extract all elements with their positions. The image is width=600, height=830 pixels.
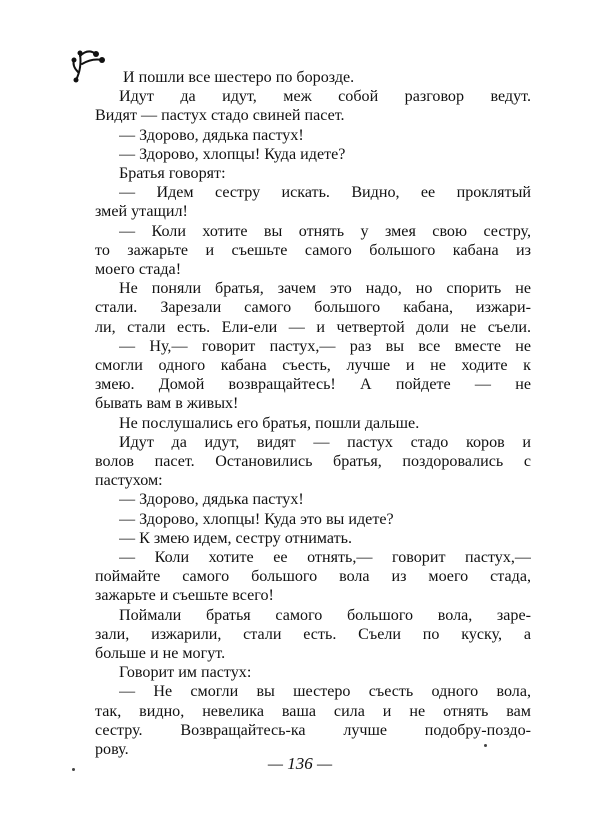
text-line: Братья говорят: [119, 165, 226, 182]
print-speck [484, 744, 487, 747]
text-line: — Не смогли вы шестеро съесть одного вола, [119, 683, 531, 701]
text-line: Говорит им пастух: [119, 664, 252, 682]
text-line: — Коли хотите вы отнять у змея свою сестру, [119, 222, 531, 240]
print-speck [72, 768, 75, 771]
text-line: змей утащил! [95, 203, 188, 221]
text-line: волов пасет. Остановились братья, поздоровались с [95, 453, 531, 470]
text-line: — Здорово, дядька пастух! [119, 126, 304, 144]
text-line: поймайте самого большого вола из моего стада, [95, 568, 531, 586]
text-line: — Идем сестру искать. Видно, ее проклятый [119, 184, 531, 202]
text-line: — К змею идем, сестру отнимать. [119, 529, 353, 547]
text-line: — Ну,— говорит пастух,— раз вы все вместе не [119, 337, 531, 355]
text-line: — Коли хотите ее отнять,— говорит пастух,— [119, 549, 531, 566]
text-line: Поймали братья самого большого вола, заре- [119, 606, 531, 624]
text-line: — Здорово, дядька пастух! [119, 491, 304, 509]
text-line: — Здорово, хлопцы! Куда идете? [119, 145, 346, 163]
page-number: — 136 — [267, 754, 333, 773]
text-line: смогли одного кабана съесть, лучше и не ходите к [95, 357, 531, 374]
text-line: Не поняли братья, зачем это надо, но спорить не [119, 280, 531, 298]
text-line: рову. [95, 741, 129, 758]
text-line: так, видно, невелика ваша сила и не отнять вам [95, 702, 531, 720]
text-line: стали. Зарезали самого большого кабана, изжари- [95, 299, 531, 317]
text-line: Идут да идут, видят — пастух стадо коров и [119, 433, 531, 451]
text-line: змею. Домой возвращайтесь! А пойдете — не [95, 376, 531, 394]
text-line: — Здорово, хлопцы! Куда это вы идете? [119, 510, 394, 528]
text-line: то зажарьте и съешьте самого большого кабана из [95, 241, 531, 259]
text-line: больше и не могут. [95, 645, 226, 662]
text-line: И пошли все шестеро по борозде. [123, 69, 355, 86]
text-line: пастухом: [95, 472, 163, 490]
text-line: Видят — пастух стадо свиней пасет. [95, 107, 345, 125]
text-line: Не послушались его братья, пошли дальше. [119, 414, 420, 432]
text-line: моего стада! [95, 261, 182, 278]
text-line: ли, стали есть. Ели-ели — и четвертой доли не съели. [95, 318, 531, 336]
text-line: зали, изжарили, стали есть. Съели по куску, а [95, 625, 531, 643]
text-line: зажарьте и съешьте всего! [95, 587, 274, 605]
text-line: бывать вам в живых! [95, 395, 239, 413]
text-line: Идут да идут, меж собой разговор ведут. [119, 88, 531, 106]
text-line: сестру. Возвращайтесь-ка лучше подобру-поздо- [95, 721, 531, 739]
floral-ornament-icon [68, 44, 112, 84]
